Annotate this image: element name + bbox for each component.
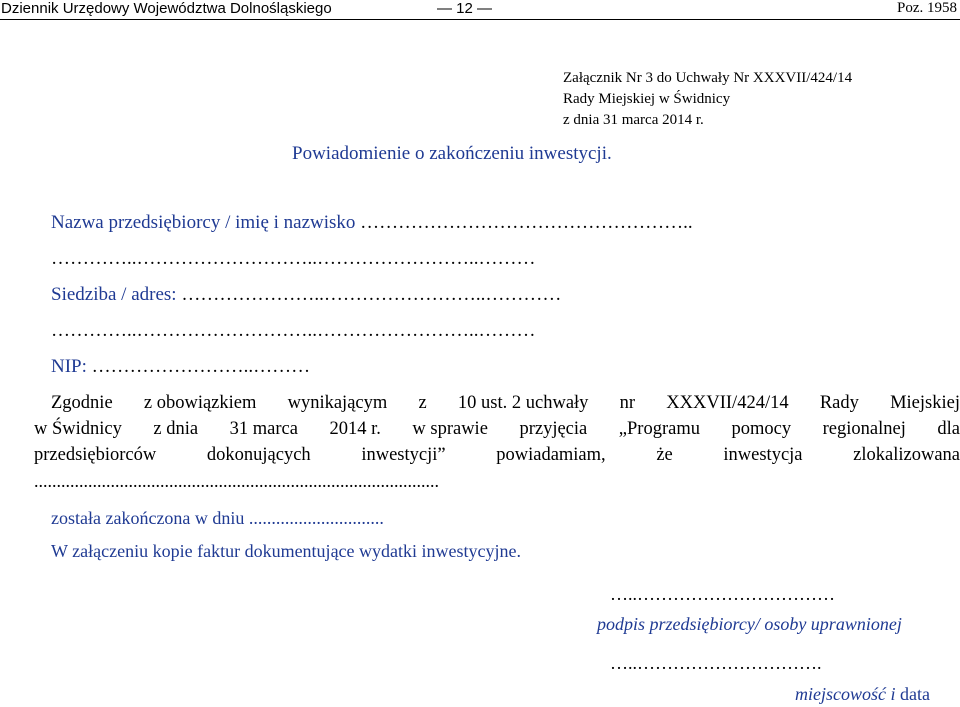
word: regionalnej [822,419,906,439]
position-number: Poz. 1958 [897,0,957,16]
body-paragraph-line-1 [51,393,960,414]
word: nr [619,393,636,413]
header-divider [0,19,960,20]
journal-title: Dziennik Urzędowy Województwa Dolnośląskiego [1,0,332,17]
nip-field [51,356,310,378]
word: Miejskiej [890,393,960,413]
address-dots: …………………..……………………..………… [181,284,562,305]
name-field-label [51,212,693,234]
completion-date-line: została zakończona w dniu .............................. [51,508,384,528]
attachment-line-2: Rady Miejskiej w Świdnicy [563,91,731,107]
place-date-caption [795,683,930,705]
document-title: Powiadomienie o zakończeniu inwestycji. [292,143,612,164]
address-label: Siedziba / adres: [51,284,177,305]
word: z dnia [153,419,199,439]
word: Zgodnie [51,393,113,413]
word: 2014 r. [329,419,381,439]
word: wynikającym [287,393,388,413]
word: przedsiębiorców [34,445,157,465]
word: XXXVII/424/14 [666,393,789,413]
word: powiadamiam, [496,445,606,465]
attachment-line-3: z dnia 31 marca 2014 r. [563,112,704,128]
word: inwestycji” [361,445,446,465]
word: inwestycja [723,445,803,465]
nip-dots: ……………………..……… [91,356,311,377]
word: w sprawie [412,419,488,439]
word: dla [937,419,960,439]
running-header [0,0,960,19]
name-label: Nazwa przedsiębiorcy / imię i nazwisko [51,212,356,233]
word: zlokalizowana [853,445,960,465]
address-field-continuation: …………..………………………..……………………..……… [51,320,536,341]
word: Rady [819,393,859,413]
word: z obowiązkiem [143,393,257,413]
word: dokonujących [206,445,311,465]
and-word: i [890,684,896,704]
page-number: — 12 — [437,0,493,17]
place-date-dots: …..…………………………. [610,653,822,673]
body-paragraph-line-4: .......................................................................................... [34,471,439,491]
attachment-line-1: Załącznik Nr 3 do Uchwały Nr XXXVII/424/14 [563,70,853,86]
word: pomocy [731,419,792,439]
body-paragraph-line-3 [34,445,960,466]
nip-label: NIP: [51,356,87,377]
place-word: miejscowość [795,684,886,704]
word: w Świdnicy [34,419,122,439]
name-field-continuation: …………..………………………..……………………..……… [51,248,536,269]
word: 10 ust. 2 uchwały [457,393,589,413]
date-word: data [900,684,930,704]
address-field [51,284,561,306]
word: z [418,393,427,413]
name-dots: …………………………………………….. [360,212,693,233]
attachments-note: W załączeniu kopie faktur dokumentujące wydatki inwestycyjne. [51,541,521,561]
signature-caption: podpis przedsiębiorcy/ osoby uprawnionej [597,614,902,634]
word: 31 marca [229,419,298,439]
word: że [656,445,673,465]
word: przyjęcia [519,419,588,439]
signature-dots: …..…………………………… [610,584,835,604]
body-paragraph-line-2 [34,419,960,440]
word: „Programu [618,419,700,439]
